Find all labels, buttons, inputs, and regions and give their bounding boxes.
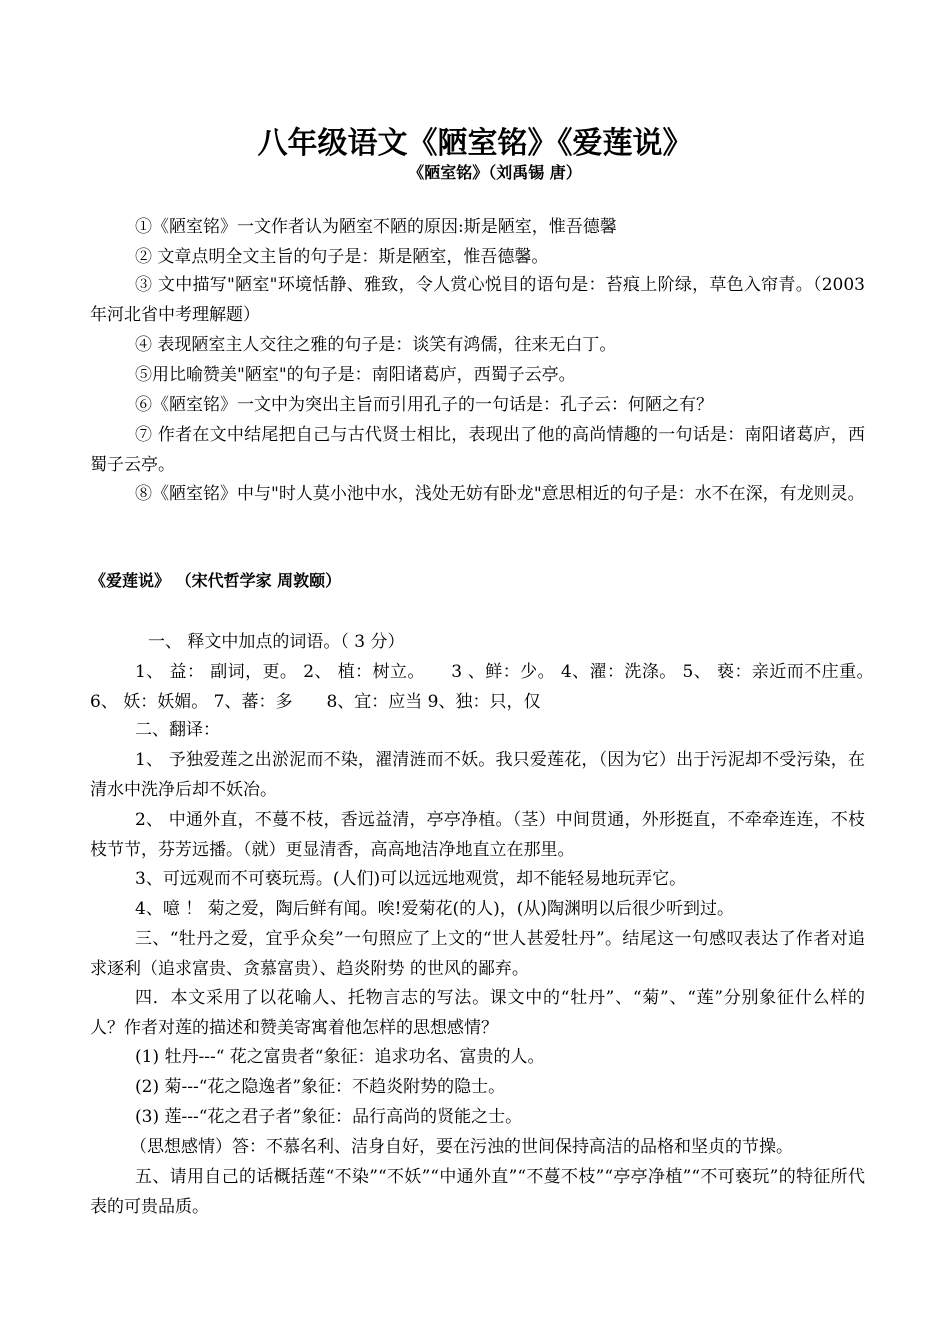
section1-item-6: ⑥《陋室铭》一文中为突出主旨而引用孔子的一句话是：孔子云：何陋之有？ (135, 395, 713, 415)
section2-para-14: 五、请用自己的话概括莲“不染”“不妖”“中通外直”“不蔓不枝”“亭亭净植”“不可亵玩”的特征所代表的可贵品质。 (90, 1167, 865, 1217)
section2-para-11: (2) 菊---“花之隐逸者”象征：不趋炎附势的隐士。 (135, 1077, 506, 1097)
section1-item-2: ② 文章点明全文主旨的句子是：斯是陋室，惟吾德馨。 (135, 247, 549, 267)
section2-para-6: 3、可远观而不可亵玩焉。(人们)可以远远地观赏，却不能轻易地玩弄它。 (135, 869, 687, 889)
section2-heading: 《爱莲说》 （宋代哲学家 周敦颐） (90, 571, 342, 590)
section1-subtitle: 《陋室铭》（刘禹锡 唐） (408, 163, 582, 182)
section2-para-12: (3) 莲---“花之君子者”象征：品行高尚的贤能之士。 (135, 1107, 523, 1127)
section2-para-8: 三、“牡丹之爱，宜乎众矣”一句照应了上文的“世人甚爱牡丹”。结尾这一句感叹表达了作者对追求逐利（追求富贵、贪慕富贵）、趋炎附势 的世风的鄙弃。 (90, 929, 865, 979)
section2-para-13: （思想感情）答：不慕名利、洁身自好，要在污浊的世间保持高洁的品格和坚贞的节操。 (130, 1137, 793, 1157)
document-title: 八年级语文《陋室铭》《爱莲说》 (257, 126, 693, 161)
section1-item-8: ⑧《陋室铭》中与"时人莫小池中水，浅处无妨有卧龙"意思相近的句子是：水不在深，有龙则灵。 (135, 484, 865, 504)
section1-item-7: ⑦ 作者在文中结尾把自己与古代贤士相比，表现出了他的高尚情趣的一句话是：南阳诸葛庐，西蜀子云亭。 (90, 425, 865, 475)
section1-item-1: ①《陋室铭》一文作者认为陋室不陋的原因:斯是陋室，惟吾德馨 (135, 217, 617, 237)
section2-para-1: 一、 释文中加点的词语。（ 3 分） (148, 632, 405, 652)
section1-item-3: ③ 文中描写"陋室"环境恬静、雅致，令人赏心悦目的语句是：苔痕上阶绿，草色入帘青。（2003年河北省中考理解题） (90, 275, 865, 325)
section2-para-2: 1、 益： 副词，更。 2、 植：树立。 3 、鲜：少。 4、濯：洗涤。 5、 亵：亲近而不庄重。 6、 妖：妖媚。 7、蕃：多 8、宜：应当 9、独：只，仅 (90, 662, 882, 712)
section1-item-4: ④ 表现陋室主人交往之雅的句子是：谈笑有鸿儒，往来无白丁。 (135, 335, 617, 355)
section2-para-3: 二、翻译： (135, 720, 220, 740)
section1-item-5: ⑤用比喻赞美"陋室"的句子是：南阳诸葛庐，西蜀子云亭。 (135, 365, 576, 385)
section2-para-10: (1) 牡丹---“ 花之富贵者“象征：追求功名、富贵的人。 (135, 1047, 545, 1067)
section2-para-5: 2、 中通外直，不蔓不枝，香远益清，亭亭净植。（茎）中间贯通，外形挺直，不牵牵连连，不枝枝节节，芬芳远播。（就）更显清香，高高地洁净地直立在那里。 (90, 810, 865, 860)
section2-para-7: 4、噫 ！ 菊之爱，陶后鲜有闻。唉!爱菊花(的人)，(从)陶渊明以后很少听到过。 (135, 899, 734, 919)
section2-para-9: 四．本文采用了以花喻人、托物言志的写法。课文中的“牡丹”、“菊”、“莲”分别象征什么样的人？作者对莲的描述和赞美寄寓着他怎样的思想感情？ (90, 988, 865, 1038)
section2-para-4: 1、 予独爱莲之出淤泥而不染，濯清涟而不妖。我只爱莲花，（因为它）出于污泥却不受污染，在清水中洗净后却不妖冶。 (90, 750, 865, 800)
